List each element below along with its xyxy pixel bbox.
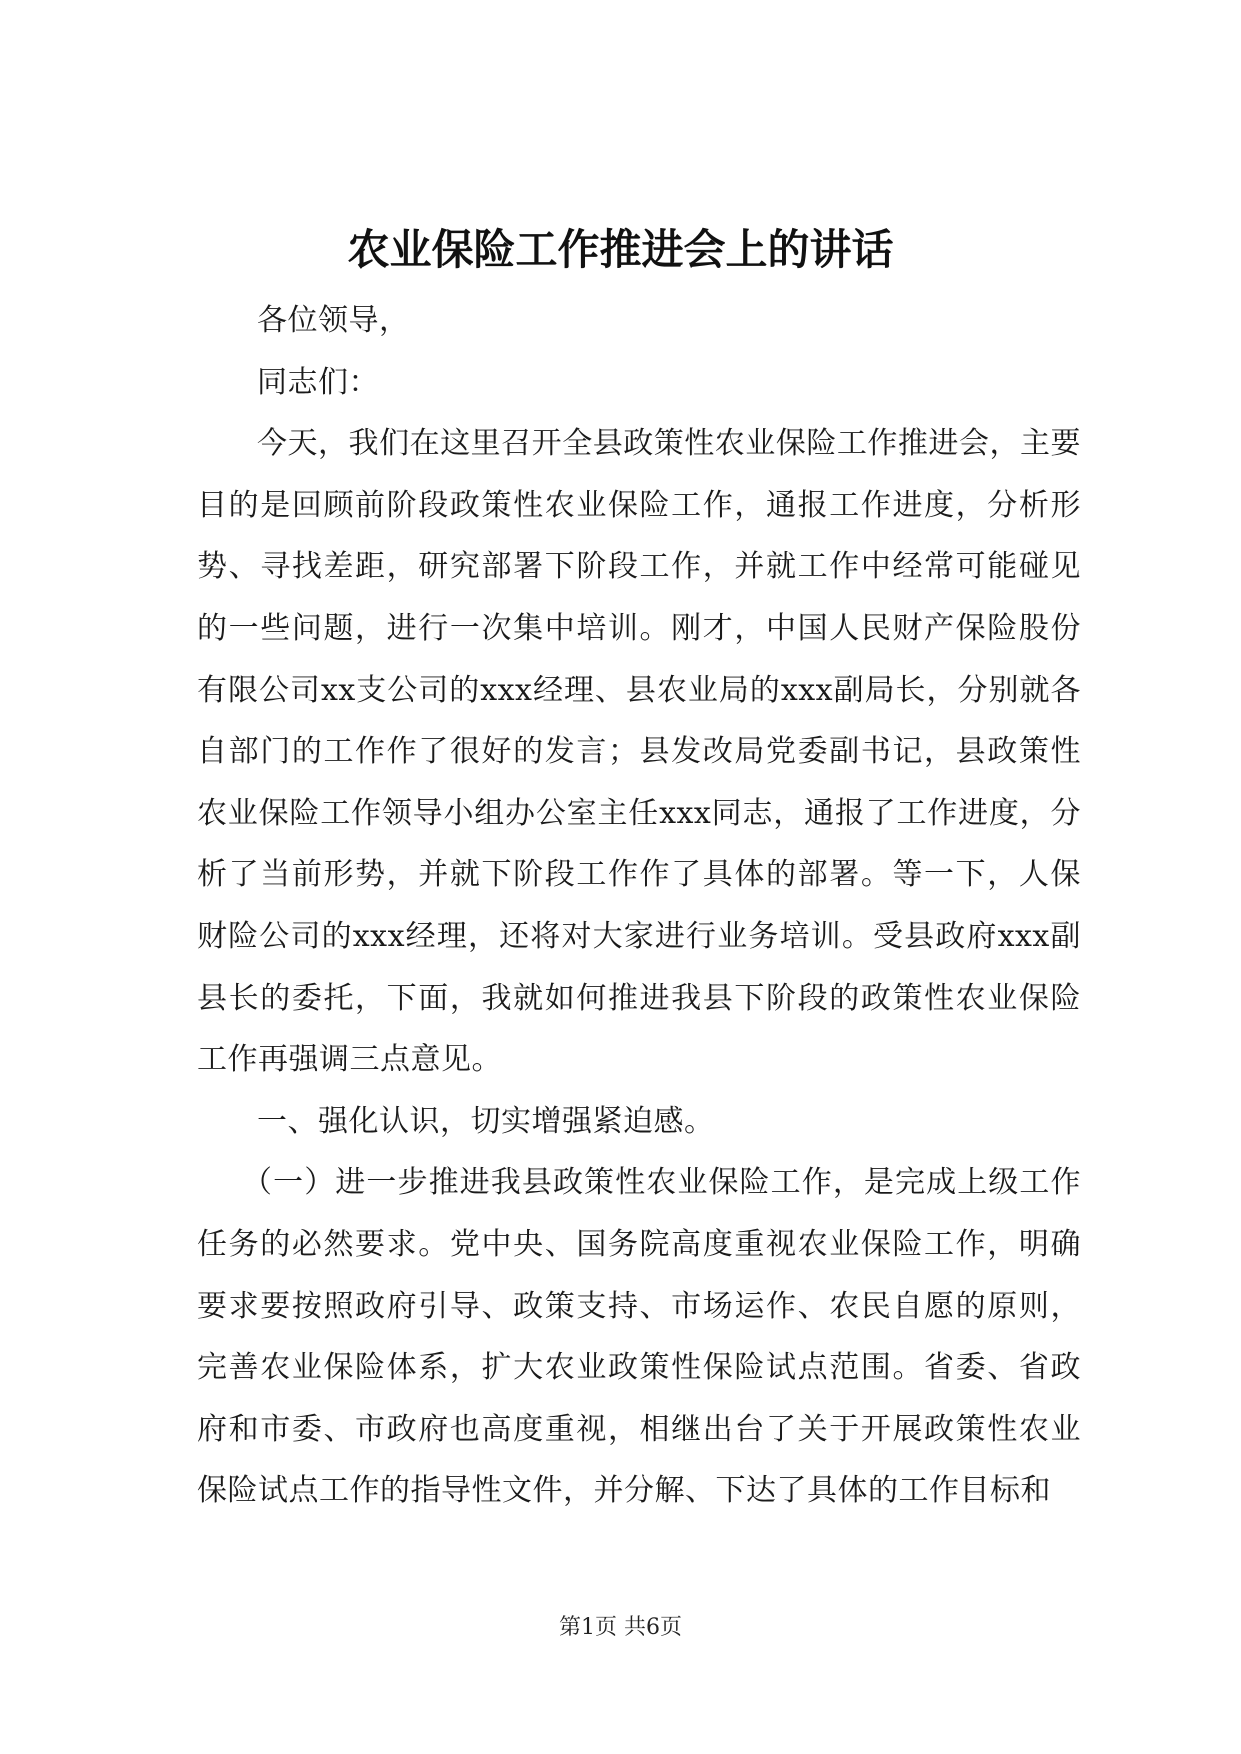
document-body [197,290,1081,1522]
salutation-comrades: 同志们： [257,364,379,400]
paragraph-intro: 今天，我们在这里召开全县政策性农业保险工作推进会，主要目的是回顾前阶段政策性农业保险工作，通报工作进度，分析形势、寻找差距，研究部署下阶段工作，并就工作中经常可能碰见的一些问题，进行一次集中培训。刚才，中国人民财产保险股份有限公司xx支公司的xxx经理、县农业局的xxx副局长，分别就各自部门的工作作了很好的发言；县发改局党委副书记，县政策性农业保险工作领导小组办公室主任xxx同志，通报了工作进度，分析了当前形势，并就下阶段工作作了具体的部署。等一下，人保财险公司的xxx经理，还将对大家进行业务培训。受县政府xxx副县长的委托，下面，我就如何推进我县下阶段的政策性农业保险工作再强调三点意见。 [197,426,1081,1078]
page-number-footer: 第1页 共6页 [559,1615,682,1640]
subsection-1-paragraph: （一）进一步推进我县政策性农业保险工作，是完成上级工作任务的必然要求。党中央、国务院高度重视农业保险工作，明确要求要按照政府引导、政策支持、市场运作、农民自愿的原则，完善农业保险体系，扩大农业政策性保险试点范围。省委、省政府和市委、市政府也高度重视，相继出台了关于开展政策性农业保险试点工作的指导性文件，并分解、下达了具体的工作目标和 [197,1165,1081,1509]
document-title: 农业保险工作推进会上的讲话 [347,225,894,274]
salutation-leaders: 各位领导， [257,303,410,338]
section-heading-1: 一、强化认识，切实增强紧迫感。 [257,1103,715,1139]
